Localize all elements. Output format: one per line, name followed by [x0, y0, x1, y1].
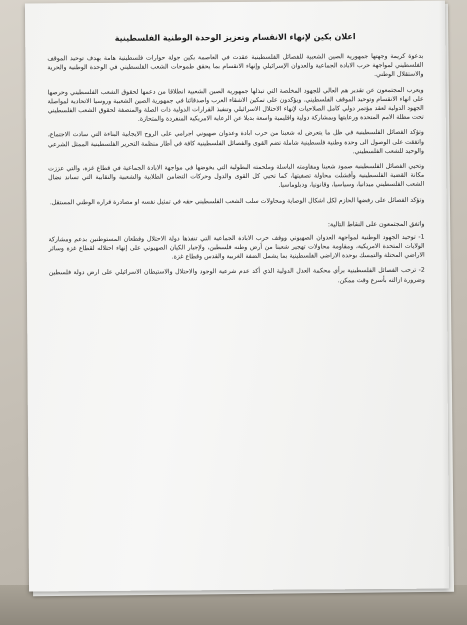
document-page: [25, 1, 449, 592]
paragraph-appreciation: ويعرب المجتمعون عن تقدير هم العالي للجهود المخلصة التي تبذلها جمهورية الصين الشعبية انطلاقا من دعمها لحقوق الشعب الفلسطيني وحرصها على انهاء الانقسام وتوحيد الموقف الفلسطيني. ويؤكدون على تمكين الاشقاء العرب واصدقائنا في جمهورية الصين الشعبية وروسيا الاتحادية لمواصلة الجهود الدولية لعقد مؤتمر دولي كامل الصلاحيات لإنهاء الاحتلال الاسرائيلي وتنفيذ القرارات الدولية ذات الصلة والمنصفة لحقوق الشعب الفلسطيني تحت مظلة الامم المتحدة ورعايتها وبمشاركة دولية واقليمية واسعة بديلا عن الرعاية الامريكية المنفردة والمتحازة.: [47, 86, 424, 123]
agreement-point-2: 2- ترحب الفصائل الفلسطينية برأي محكمة العدل الدولية الذي أكد عدم شرعية الوجود والاحتلال والاستيطان الاسرائيلي على ارض دولة فلسطين وضرورة ازالته بأسرع وقت ممكن.: [48, 267, 425, 284]
agreement-intro: واتفق المجتمعون على النقاط التالية:: [327, 219, 425, 229]
document-title: اعلان بكين لإنهاء الانقسام وتعزيز الوحدة الوطنية الفلسطينية: [114, 32, 356, 43]
agreement-point-1: 1- توحيد الجهود الوطنية لمواجهة العدوان الصهيوني ووقف حرب الابادة الجماعية التي تنفذها دولة الاحتلال وقطعان المستوطنين بدعم ومشاركة الولايات المتحدة الامريكية، ومقاومة محاولات تهجير شعبنا من أرض وطنه فلسطين، ولإجبار الكيان الصهيوني على إنهاء احتلاله لقطاع غزة وسائر الاراضي المحتلة والتمسك بوحدة الاراضي الفلسطينية بما يشمل الضفة الغربية والقدس وقطاع غزة.: [48, 233, 425, 261]
paragraph-invitation: بدعوة كريمة وجهتها جمهورية الصين الشعبية للفصائل الفلسطينية عقدت في العاصمة بكين جولة حوارات فلسطينية هامة بهدف توحيد الموقف الفلسطيني لمواجهة حرب الابادة الجماعية والعدوان الإسرائيلي وإنهاء الانقسام بما يحقق طموحات الشعب الفلسطيني في الوحدة الوطنية والحرية والاستقلال الوطني.: [47, 52, 424, 79]
paragraph-unity: وتؤكد الفصائل الفلسطينية في ظل ما يتعرض له شعبنا من حرب ابادة وعدوان صهيوني اجرامي على الروح الايجابية البناءة التي سادت الاجتماع، واتفقت على الوصول الى وحدة وطنية فلسطينية شاملة تضم القوى والفصائل الفلسطينية كافة في أطار منظمة التحرير الفلسطينية الممثل الشرعي والوحيد للشعب الفلسطيني.: [47, 129, 425, 156]
paragraph-representation: وتؤكد الفصائل على رفضها الحازم لكل اشكال الوصاية ومحاولات سلب الشعب الفلسطيني حقه في تمثيل نفسه او مصادرة قراره الوطني المستقل.: [49, 196, 425, 206]
document-body: [47, 31, 425, 287]
paragraph-steadfastness: وتحيي الفصائل الفلسطينية صمود شعبنا ومقاومته الباسلة وملحمته البطولية التي يخوضها في مواجهة الابادة الجماعية في قطاع غزة، والتي عززت مكانة القضية الفلسطينية وأفشلت محاولة تصفيتها، كما تحيي كل القوى والدول وحركات التضامن الطلابية والشعبية والنقابية التي تساند نضال الشعب الفلسطيني ميدانيا، وسياسيا، وقانونيا، ودبلوماسيا.: [48, 162, 425, 190]
